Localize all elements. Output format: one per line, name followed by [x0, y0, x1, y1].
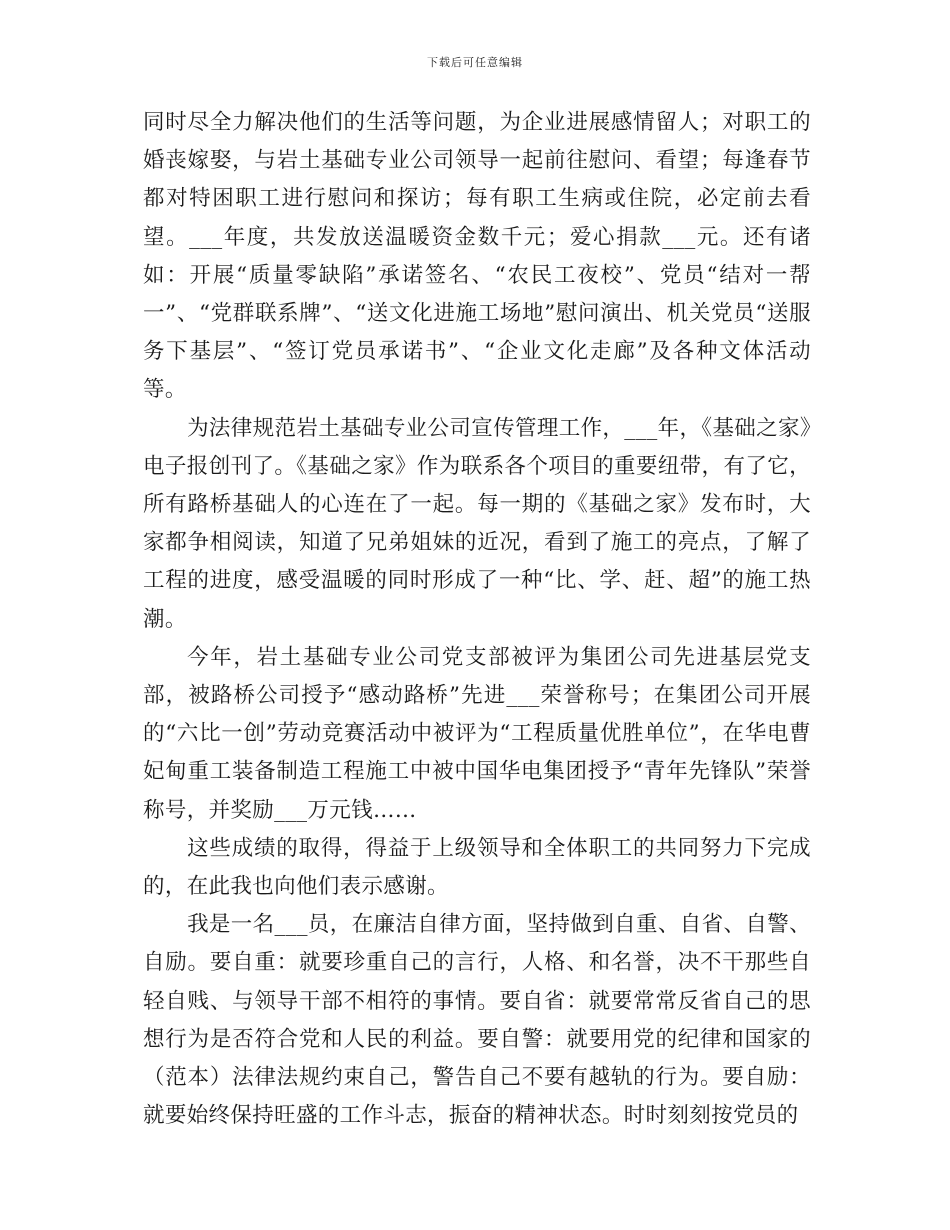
page-header: 下载后可任意编辑 [427, 56, 523, 69]
paragraph-self-discipline: 我是一名___员，在廉洁自律方面，坚持做到自重、自省、自警、自励。要自重：就要珍重自己的言行，人格、和名誉，决不干那些自轻自贱、与领导干部不相符的事情。要自省：就要常常反省自己的思想行为是否符合党和人民的利益。要自警：就要用党的纪律和国家的（范本）法律法规约束自己，警告自己不要有越轨的行为。要自励：就要始终保持旺盛的工作斗志，振奋的精神状态。时时刻刻按党员的 [143, 912, 811, 1129]
document-body [143, 104, 811, 1135]
paragraph-thanks: 这些成绩的取得，得益于上级领导和全体职工的共同努力下完成的，在此我也向他们表示感谢。 [143, 835, 811, 900]
paragraph-honors: 今年，岩土基础专业公司党支部被评为集团公司先进基层党支部，被路桥公司授予“感动路桥”先进___荣誉称号；在集团公司开展的“六比一创”劳动竞赛活动中被评为“工程质量优胜单位”，在华电曹妃甸重工装备制造工程施工中被中国华电集团授予“青年先锋队”荣誉称号，并奖励___万元钱…… [143, 644, 811, 823]
paragraph-newsletter: 为法律规范岩土基础专业公司宣传管理工作，___年，《基础之家》电子报创刊了。《基础之家》作为联系各个项目的重要纽带，有了它，所有路桥基础人的心连在了一起。每一期的《基础之家》发布时，大家都争相阅读，知道了兄弟姐妹的近况，看到了施工的亮点，了解了工程的进度，感受温暖的同时形成了一种“比、学、赶、超”的施工热潮。 [143, 415, 811, 632]
paragraph-welfare-activities: 同时尽全力解决他们的生活等问题，为企业进展感情留人；对职工的婚丧嫁娶，与岩土基础专业公司领导一起前往慰问、看望；每逢春节都对特困职工进行慰问和探访；每有职工生病或住院，必定前去看望。___年度，共发放送温暖资金数千元；爱心捐款___元。还有诸如：开展“质量零缺陷”承诺签名、“农民工夜校”、党员“结对一帮一”、“党群联系牌”、“送文化进施工场地”慰问演出、机关党员“送服务下基层”、“签订党员承诺书”、“企业文化走廊”及各种文体活动等。 [143, 110, 811, 403]
